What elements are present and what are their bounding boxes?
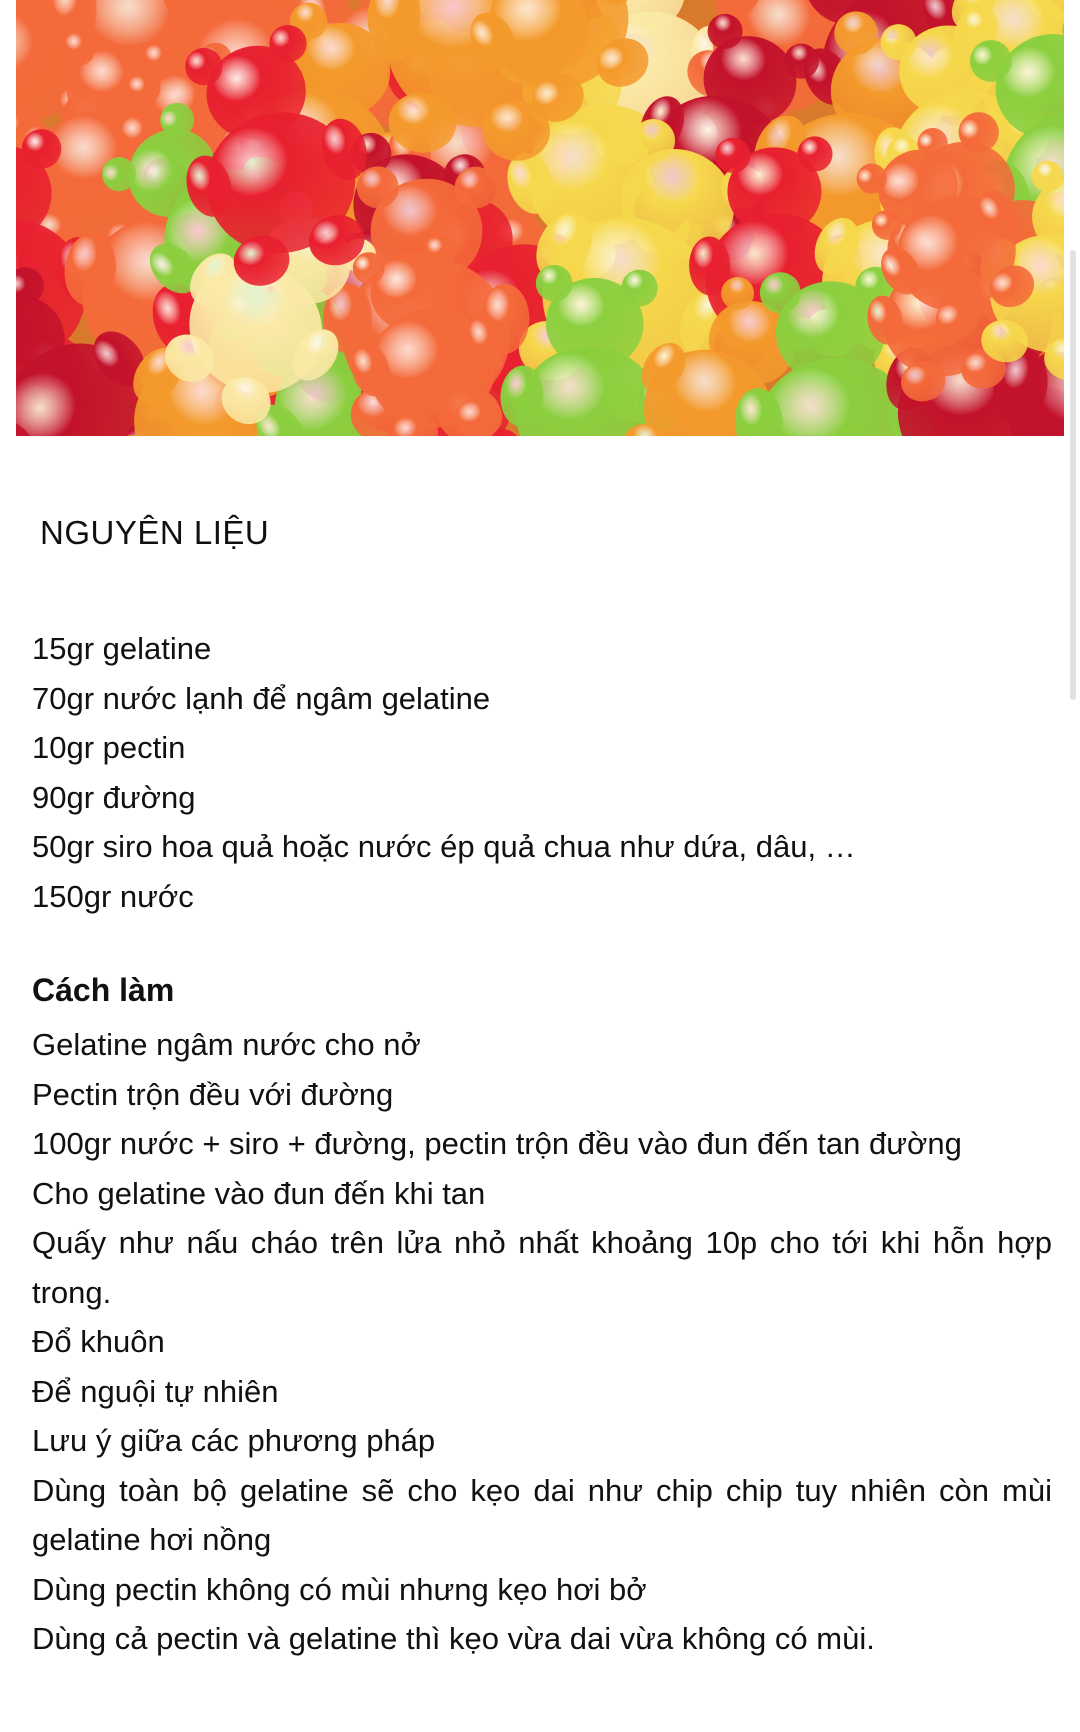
ingredient-item: 50gr siro hoa quả hoặc nước ép quả chua như dứa, dâu, … xyxy=(32,829,856,864)
gummy-candy-photo xyxy=(16,0,1064,436)
method-steps-list xyxy=(32,1020,1052,1664)
ingredient-item: 70gr nước lạnh để ngâm gelatine xyxy=(32,680,491,716)
scrollbar[interactable] xyxy=(1070,250,1076,700)
ingredient-item: 15gr gelatine xyxy=(32,631,212,666)
method-heading: Cách làm xyxy=(32,972,175,1008)
ingredients-list xyxy=(32,624,1052,921)
method-step: Đổ khuôn xyxy=(32,1324,165,1359)
method-step: Dùng pectin không có mùi nhưng kẹo hơi bở xyxy=(32,1571,647,1607)
ingredient-item: 90gr đường xyxy=(32,779,196,815)
method-step: Gelatine ngâm nước cho nở xyxy=(32,1027,421,1062)
gummy-candy-illustration xyxy=(16,0,1064,436)
method-step: 100gr nước + siro + đường, pectin trộn đều vào đun đến tan đường xyxy=(32,1126,962,1161)
ingredients-heading: NGUYÊN LIỆU xyxy=(40,514,270,551)
method-step: Dùng cả pectin và gelatine thì kẹo vừa dai vừa không có mùi. xyxy=(32,1621,875,1656)
ingredient-item: 150gr nước xyxy=(32,878,194,914)
method-step: Dùng toàn bộ gelatine sẽ cho kẹo dai như chip chip tuy nhiên còn mùi gelatine hơi nồng xyxy=(32,1472,1052,1557)
method-step: Lưu ý giữa các phương pháp xyxy=(32,1423,436,1458)
method-step: Quấy như nấu cháo trên lửa nhỏ nhất khoảng 10p cho tới khi hỗn hợp trong. xyxy=(32,1225,1052,1310)
method-step: Pectin trộn đều với đường xyxy=(32,1076,394,1112)
ingredient-item: 10gr pectin xyxy=(32,730,186,765)
method-step: Cho gelatine vào đun đến khi tan xyxy=(32,1175,486,1211)
method-step: Để nguội tự nhiên xyxy=(32,1373,279,1409)
